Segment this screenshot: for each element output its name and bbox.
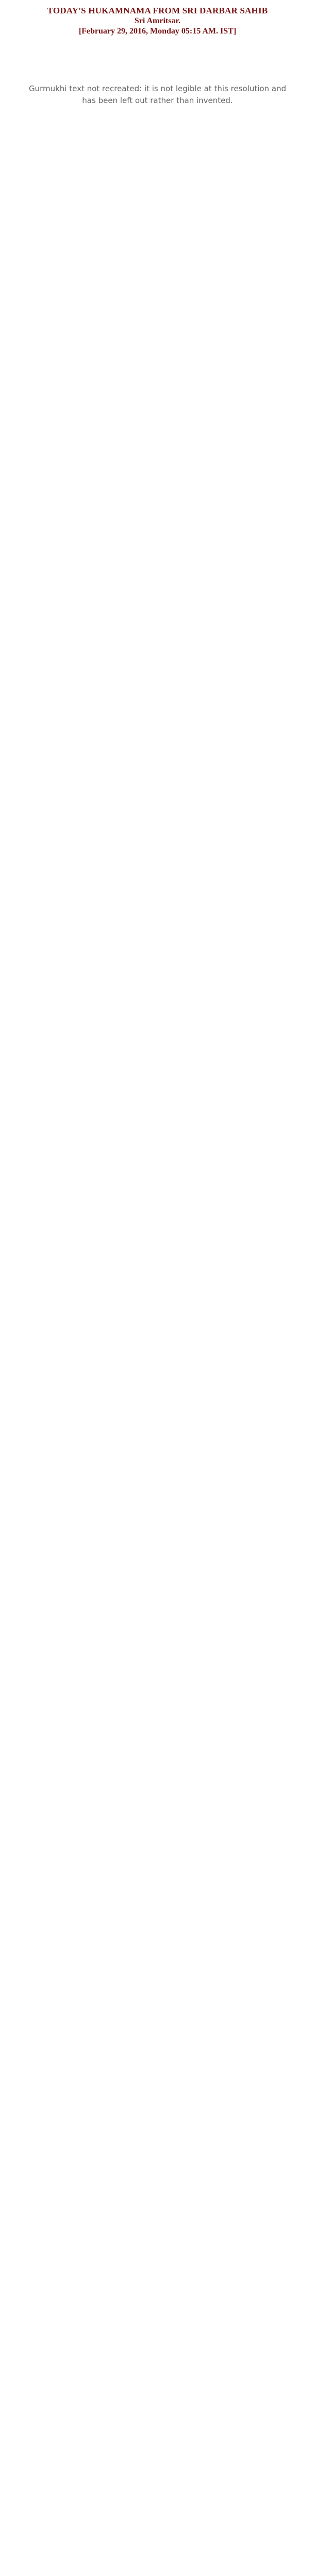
header-date: [February 29, 2016, Monday 05:15 AM. IST] (78, 27, 237, 36)
header-title: TODAY'S HUKAMNAMA FROM SRI DARBAR SAHIB (47, 6, 268, 15)
header-location: Sri Amritsar. (134, 16, 181, 26)
gurmukhi-omitted-notice: Gurmukhi text not recreated: it is not legible at this resolution and has been left out rather than invented. (28, 84, 287, 105)
page-header (7, 5, 308, 37)
